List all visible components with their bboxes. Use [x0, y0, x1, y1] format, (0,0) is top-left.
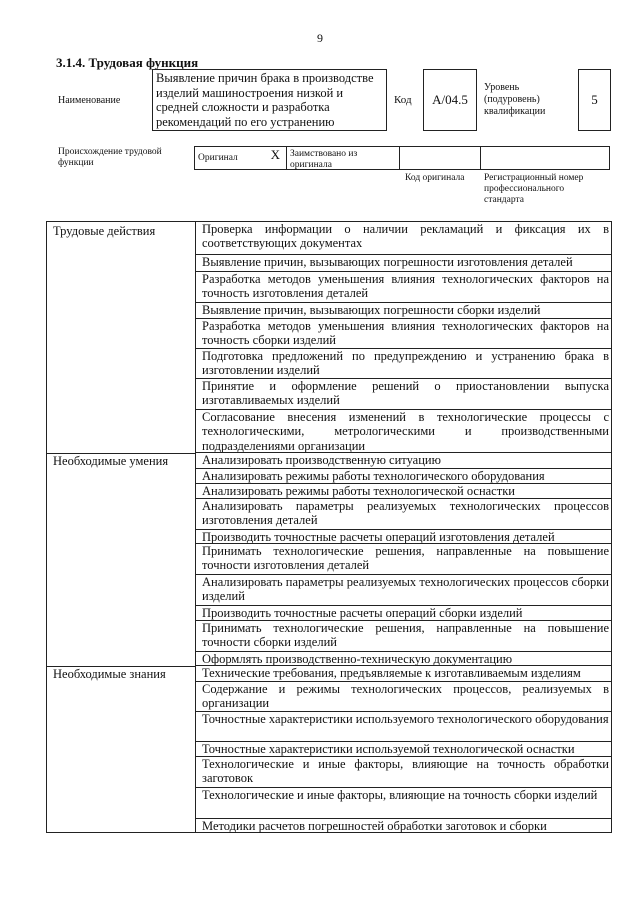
code-original-caption: Код оригинала	[405, 173, 465, 183]
table-row: Разработка методов уменьшения влияния технологических факторов на точность сборки изделий	[196, 319, 612, 349]
table-row: Принимать технологические решения, направленные на повышение точности изготовления деталей	[196, 544, 612, 575]
original-mark: X	[270, 147, 280, 162]
table-row: Точностные характеристики используемой технологической оснастки	[196, 742, 612, 757]
borrowed-label: Заимствовано из оригинала	[290, 149, 358, 170]
table-row: Анализировать параметры реализуемых технологических процессов сборки изделий	[196, 575, 612, 606]
table-row: Анализировать режимы работы технологического оборудования	[196, 469, 612, 484]
code-label: Код	[394, 94, 412, 106]
code-value: А/04.5	[432, 92, 468, 107]
table-row: Производить точностные расчеты операций сборки изделий	[196, 606, 612, 621]
function-name-value: Выявление причин брака в производстве изделий машиностроения низкой и средней сложности и разработка рекомендаций по его устранению	[156, 71, 374, 129]
table-row: Анализировать параметры реализуемых технологических процессов изготовления деталей	[196, 499, 612, 530]
table-row: Принимать технологические решения, направленные на повышение точности сборки изделий	[196, 621, 612, 652]
table-row: Выявление причин, вызывающих погрешности сборки изделий	[196, 303, 612, 319]
table-row: Выявление причин, вызывающих погрешности изготовления деталей	[196, 255, 612, 272]
table-row: Оформлять производственно-техническую документацию	[196, 652, 612, 666]
name-label: Наименование	[58, 95, 121, 106]
section-label-skills: Необходимые умения	[53, 454, 169, 468]
table-row: Подготовка предложений по предупреждению и устранению брака в изготовлении изделий	[196, 349, 612, 379]
section-label-actions: Трудовые действия	[53, 224, 156, 238]
function-name-box	[152, 69, 387, 131]
table-row: Методики расчетов погрешностей обработки заготовок и сборки	[202, 819, 547, 833]
table-row: Технологические и иные факторы, влияющие на точность сборки изделий	[196, 788, 612, 819]
table-row: Анализировать производственную ситуацию	[196, 453, 612, 469]
table-row: Точностные характеристики используемого технологического оборудования	[196, 712, 612, 742]
original-label: Оригинал	[198, 153, 238, 163]
section-label-knowledge: Необходимые знания	[53, 667, 166, 681]
table-row: Производить точностные расчеты операций изготовления деталей	[196, 530, 612, 544]
code-box	[423, 69, 477, 131]
table-row: Разработка методов уменьшения влияния технологических факторов на точность изготовления деталей	[196, 272, 612, 303]
level-label: Уровень (подуровень) квалификации	[484, 82, 546, 117]
origin-row	[194, 146, 610, 170]
table-row: Технологические и иные факторы, влияющие на точность обработки заготовок	[196, 757, 612, 788]
code-original-cell	[399, 146, 481, 170]
table-row: Проверка информации о наличии рекламаций и фиксация их в соответствующих документах	[196, 222, 612, 255]
level-box	[578, 69, 611, 131]
borrowed-cell	[286, 146, 400, 170]
reg-number-cell	[480, 146, 610, 170]
reg-number-caption: Регистрационный номер профессионального стандарта	[484, 173, 584, 205]
table-row: Принятие и оформление решений о приостановлении выпуска изготавливаемых изделий	[196, 379, 612, 410]
original-cell	[194, 146, 287, 170]
level-value: 5	[591, 92, 598, 107]
table-row: Согласование внесения изменений в технологические процессы с технологическими, метрологическими и производственными подразделениями организации	[196, 410, 612, 453]
origin-label: Происхождение трудовой функции	[58, 147, 162, 168]
page-number: 9	[317, 31, 323, 45]
table-row: Технические требования, предъявляемые к изготавливаемым изделиям	[196, 666, 612, 682]
table-row: Содержание и режимы технологических процессов, реализуемых в организации	[196, 682, 612, 712]
table-row: Анализировать режимы работы технологической оснастки	[196, 484, 612, 499]
section-title: 3.1.4. Трудовая функция	[56, 55, 199, 70]
function-table	[46, 221, 612, 833]
